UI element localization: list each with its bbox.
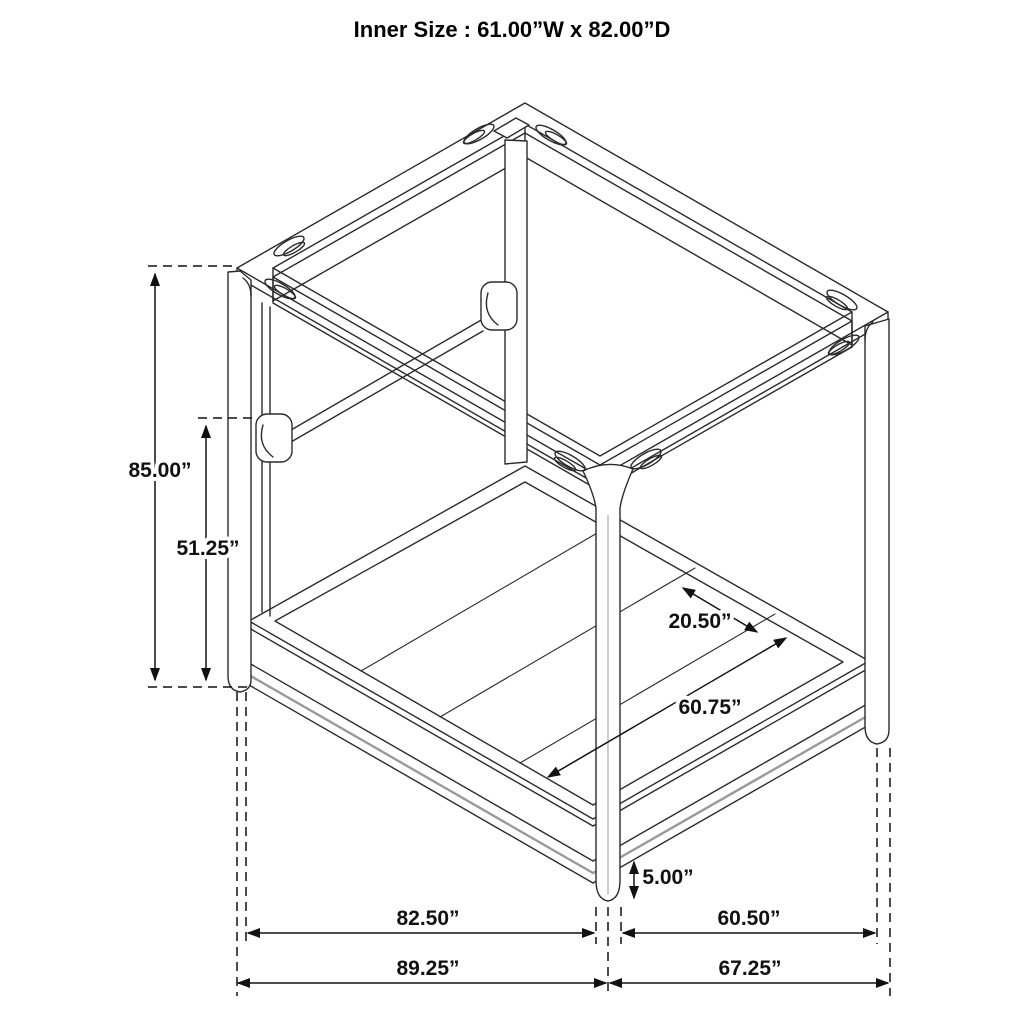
dim-ground-clearance-label: 5.00” [642, 866, 694, 889]
dim-slat-gap [668, 588, 757, 633]
right-post [865, 319, 889, 744]
dim-headboard-height-label: 51.25” [176, 537, 240, 560]
canopy-corner-slots [263, 121, 862, 475]
dim-slat-gap-label: 20.50” [668, 610, 732, 633]
dim-overall-width-label: 67.25” [718, 957, 782, 980]
side-rail-left [243, 621, 593, 883]
left-post [228, 271, 251, 692]
deck-slats [361, 522, 775, 763]
headboard-bracket-right [481, 282, 517, 330]
side-rail-right [593, 661, 869, 883]
headboard [256, 282, 517, 616]
dim-overall-depth-label: 89.25” [396, 957, 460, 980]
headboard-bracket-left [256, 414, 292, 462]
dim-overall-width [610, 957, 888, 983]
dim-front-span-label: 60.50” [717, 907, 781, 930]
front-post [583, 464, 633, 901]
dim-overall-height-label: 85.00” [128, 459, 192, 482]
dim-overall-depth [238, 957, 606, 983]
dim-inner-rail-length-label: 60.75” [678, 696, 742, 719]
dim-side-span-label: 82.50” [396, 907, 460, 930]
dim-ground-clearance [634, 862, 694, 898]
bed-platform [243, 466, 869, 883]
dim-side-span [248, 907, 594, 933]
page-title: Inner Size : 61.00”W x 82.00”D [353, 17, 671, 42]
canopy-top-frame [237, 103, 888, 491]
dim-overall-height [128, 274, 191, 680]
dim-front-span [623, 907, 875, 933]
dim-inner-rail-length [548, 638, 786, 777]
